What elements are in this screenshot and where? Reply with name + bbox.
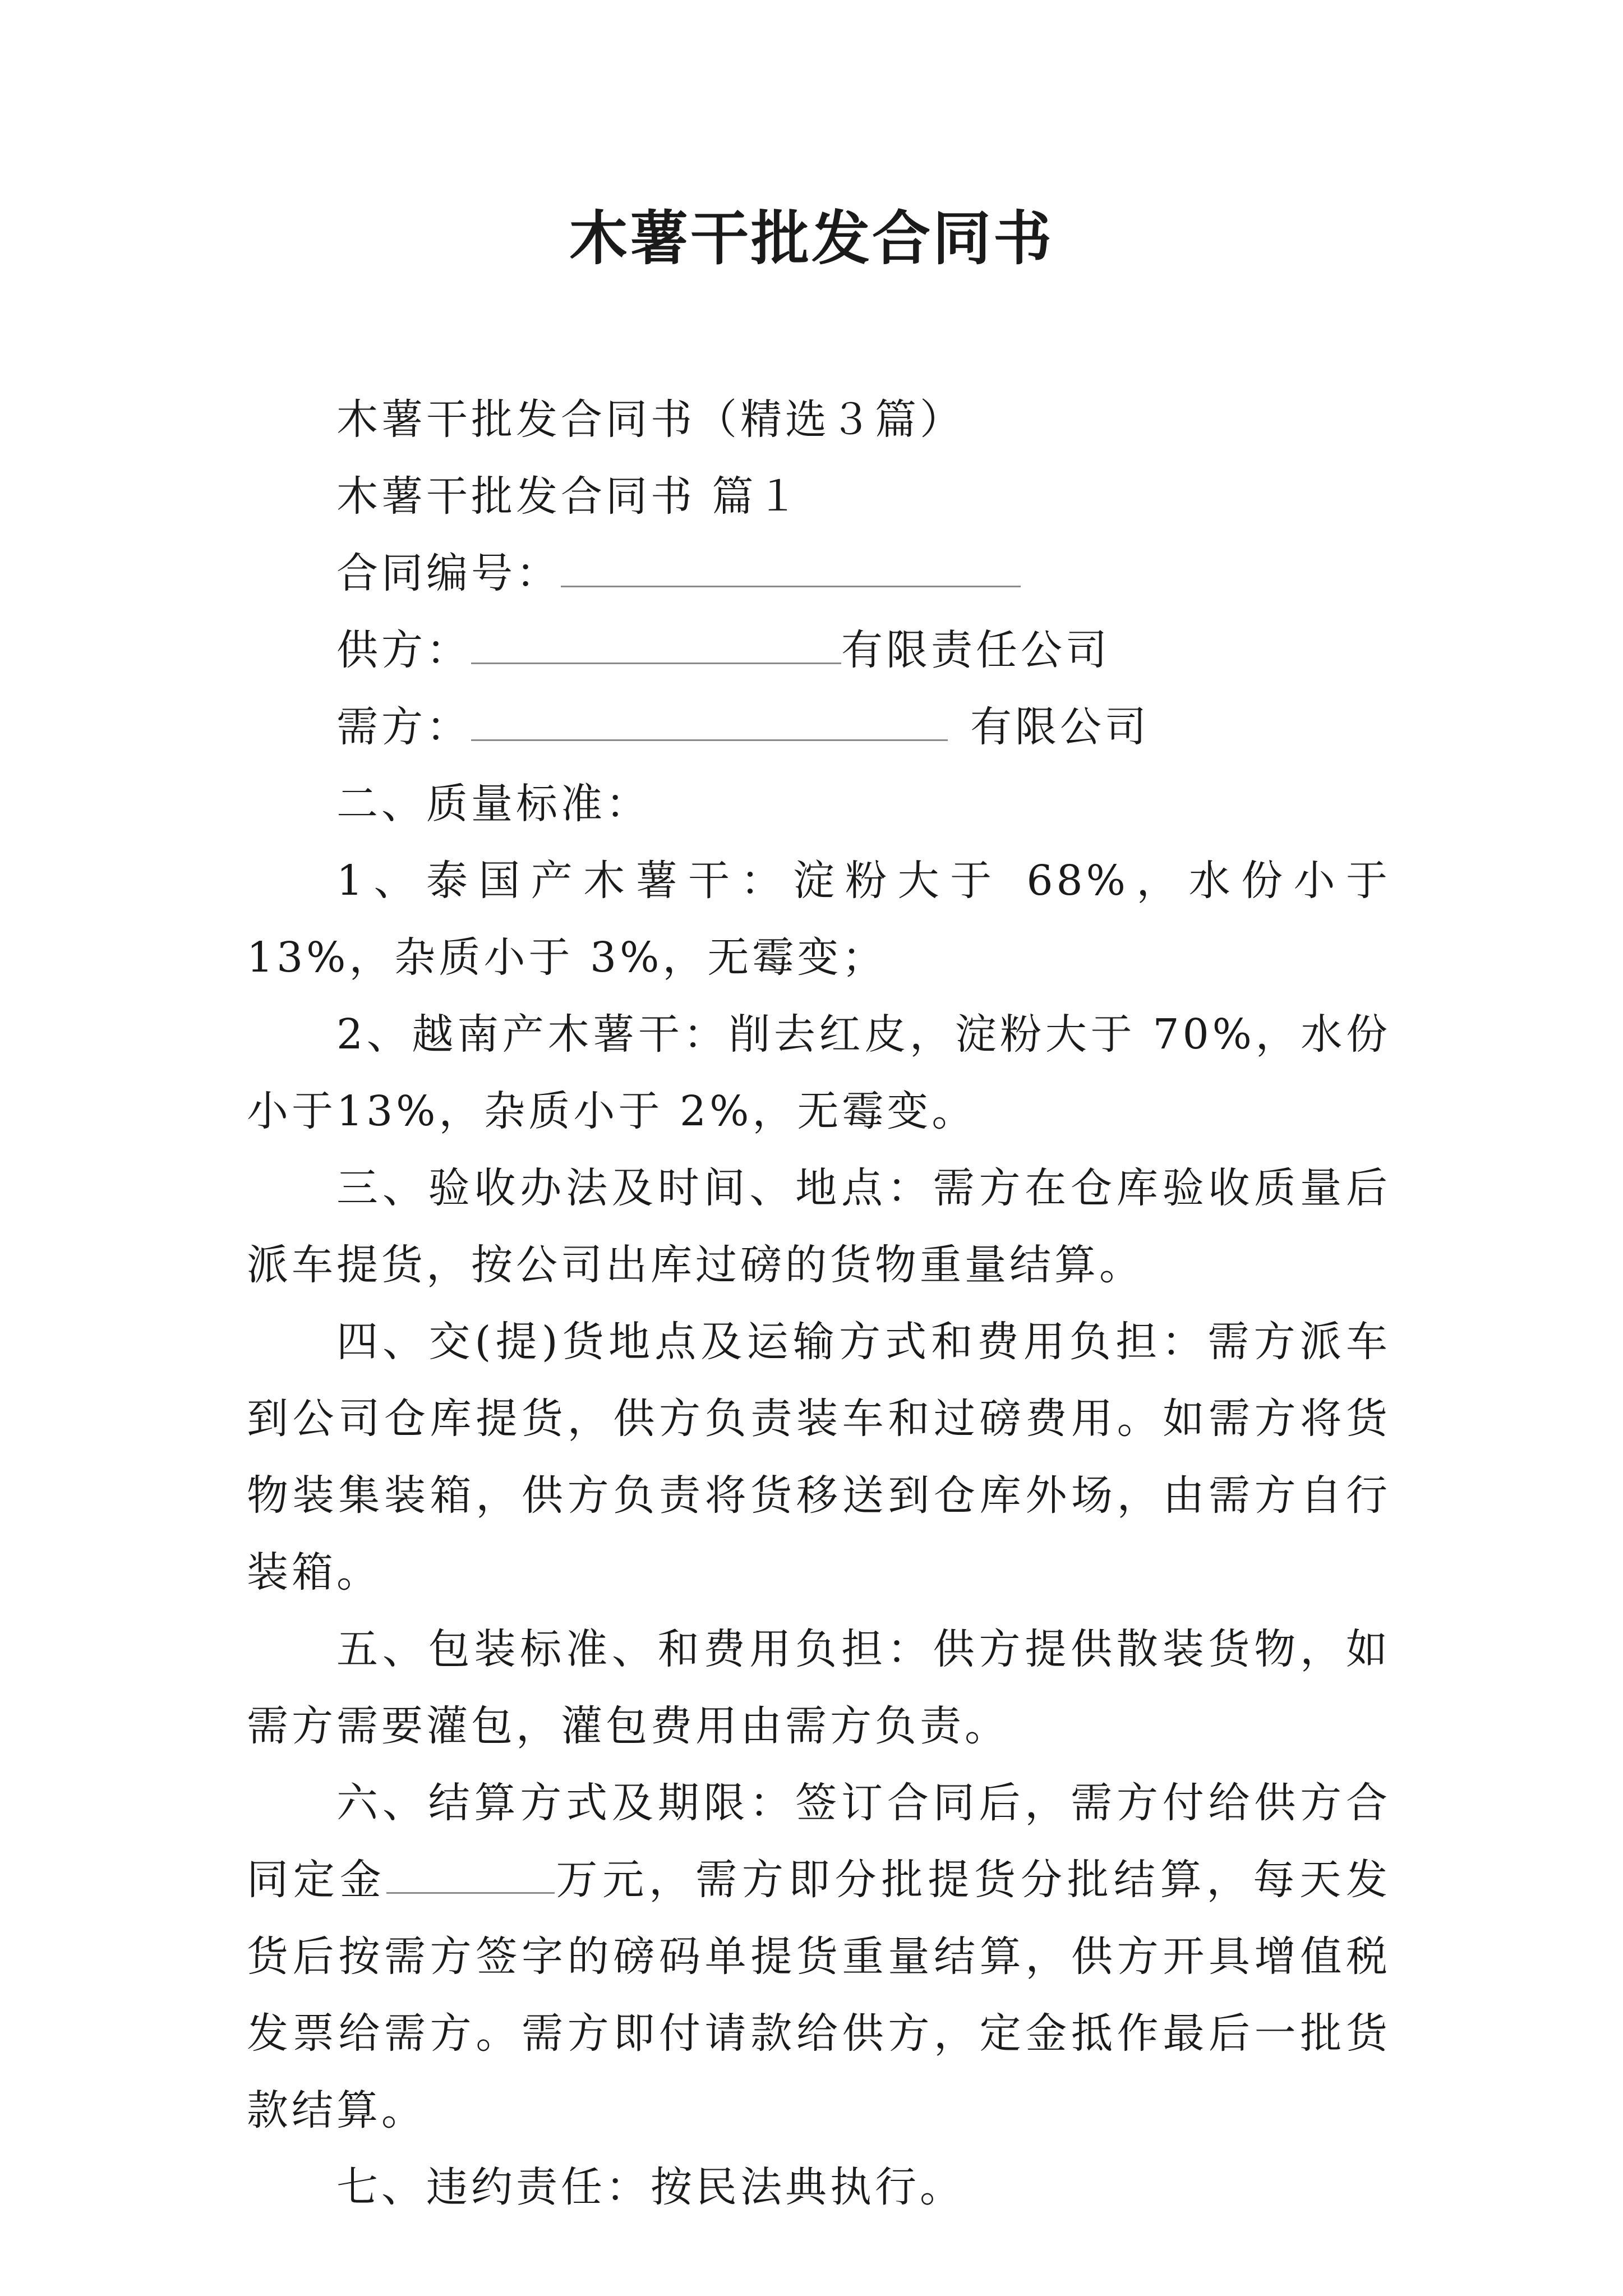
contract-number-label: 合同编号： [336, 549, 561, 597]
buyer-label: 需方： [336, 703, 471, 751]
clause-2-item-1: 1、泰国产木薯干：淀粉大于 68%，水份小于 13%，杂质小于 3%，无霉变； [247, 857, 1391, 982]
clause-6-part-2: 万元，需方即分批提货分批结算，每天发货后按需方签字的磅码单提货重量结算，供方开具增值税发票给需方。需方即付请款给供方，定金抵作最后一批货款结算。 [247, 1856, 1391, 2134]
clause-6-part-1: 六、结算方式及期限：签订合同后，需方付给供方合同定金 [247, 1779, 1391, 1904]
deposit-amount-blank [386, 1853, 555, 1894]
contract-number-line [247, 535, 1391, 612]
buyer-suffix: 有限公司 [970, 703, 1150, 751]
supplier-suffix: 有限责任公司 [841, 626, 1110, 674]
clause-2-heading: 二、质量标准： [336, 780, 651, 828]
document-subtitle: 木薯干批发合同书（精选３篇） [336, 395, 965, 444]
document-title: 木薯干批发合同书 [569, 204, 1054, 273]
contract-number-blank [561, 546, 1021, 587]
clause-5: 五、包装标准、和费用负担：供方提供散装货物，如需方需要灌包，灌包费用由需方负责。 [247, 1625, 1391, 1750]
supplier-name-blank [471, 623, 841, 664]
section-heading: 木薯干批发合同书 篇１ [336, 472, 802, 521]
clause-7: 七、违约责任：按民法典执行。 [336, 2163, 965, 2211]
supplier-label: 供方： [336, 626, 471, 674]
clause-3: 三、验收办法及时间、地点：需方在仓库验收质量后派车提货，按公司出库过磅的货物重量结算。 [247, 1164, 1391, 1289]
clause-6 [247, 1765, 1391, 2149]
clause-2-item-2: 2、越南产木薯干：削去红皮，淀粉大于 70%，水份小于13%，杂质小于 2%，无霉变。 [247, 1010, 1391, 1135]
buyer-name-blank [471, 700, 948, 741]
supplier-line [247, 612, 1391, 689]
document-body [247, 381, 1391, 2226]
clause-4: 四、交(提)货地点及运输方式和费用负担：需方派车到公司仓库提货，供方负责装车和过磅费用。如需方将货物装集装箱，供方负责将货移送到仓库外场，由需方自行装箱。 [247, 1318, 1391, 1596]
buyer-line [247, 689, 1391, 766]
